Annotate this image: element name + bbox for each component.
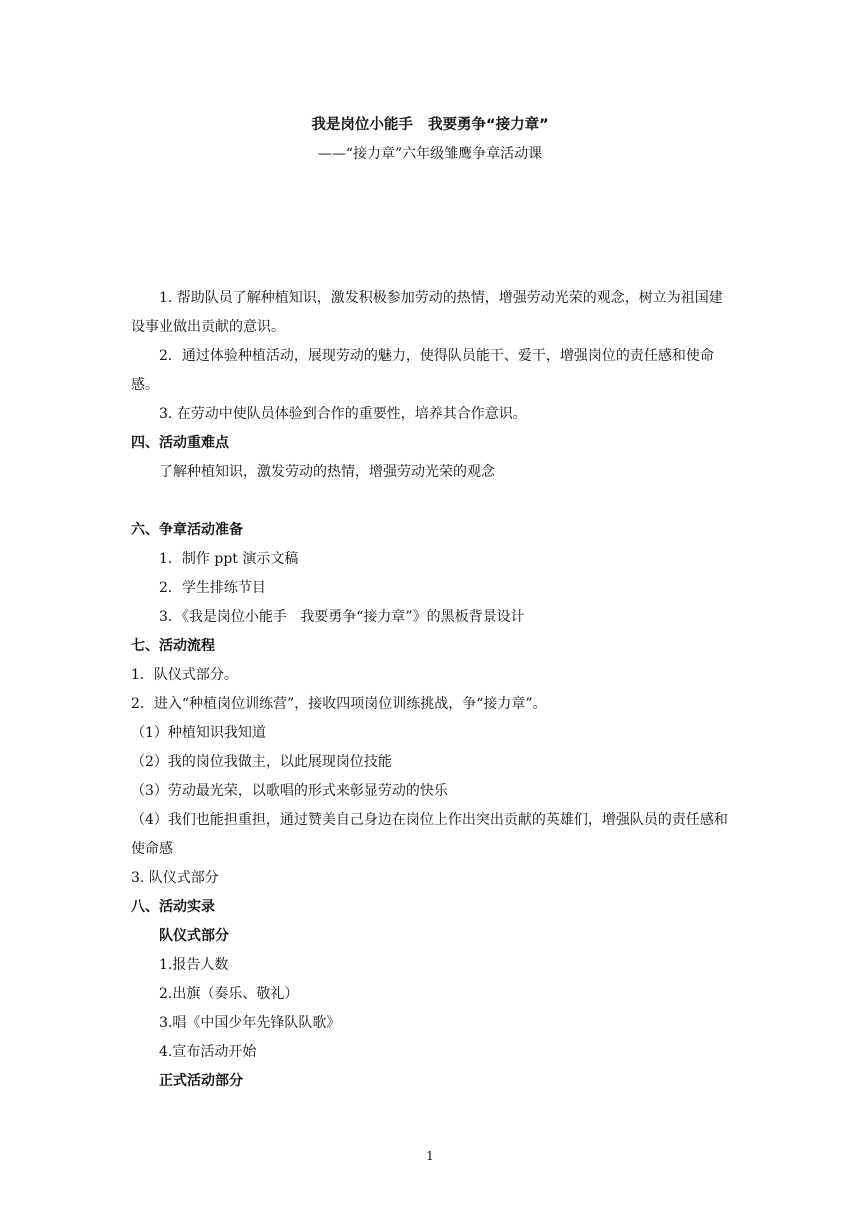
- prep-item: 2．学生排练节目: [159, 580, 266, 596]
- document-body: [131, 197, 731, 1096]
- section-4-heading: 四、活动重难点: [131, 435, 229, 451]
- section-3-heading: [131, 255, 731, 284]
- record-item: 1.报告人数: [159, 957, 229, 973]
- flow-step-3: 3. 队仪式部分: [131, 870, 219, 886]
- record-item: 2.出旗（奏乐、敬礼）: [159, 986, 299, 1002]
- flow-substep: （2）我的岗位我做主，以此展现岗位技能: [131, 754, 392, 770]
- document-title: 我是岗位小能手 我要勇争“接力章”: [311, 117, 549, 133]
- objective-1: 1. 帮助队员了解种植知识，激发积极参加劳动的热情，增强劳动光荣的观念，树立为祖国建设事业做出贡献的意识。: [131, 290, 723, 335]
- section-5-location: [131, 487, 731, 516]
- section-6-heading: 六、争章活动准备: [131, 522, 243, 538]
- document-subtitle: ——“接力章”六年级雏鹰争章活动课: [317, 146, 543, 162]
- record-item: 4.宣布活动开始: [159, 1044, 257, 1060]
- flow-substep: （1）种植知识我知道: [131, 725, 266, 741]
- section-8-heading: 八、活动实录: [131, 899, 215, 915]
- flow-step-1: 1．队仪式部分。: [131, 667, 238, 683]
- flow-substep: （4）我们也能担重担，通过赞美自己身边在岗位上作出突出贡献的英雄们，增强队员的责任感和使命感: [131, 812, 728, 857]
- section-1-heading: [131, 197, 731, 226]
- record-part-ceremony: 队仪式部分: [159, 928, 229, 944]
- objective-2: 2．通过体验种植活动，展现劳动的魅力，使得队员能干、爱干，增强岗位的责任感和使命感。: [131, 348, 714, 393]
- record-part-main: 正式活动部分: [159, 1073, 243, 1089]
- page-number: 1: [426, 1149, 434, 1163]
- objective-3: 3. 在劳动中使队员体验到合作的重要性，培养其合作意识。: [159, 406, 527, 422]
- section-7-heading: 七、活动流程: [131, 638, 215, 654]
- flow-step-2: 2．进入“种植岗位训练营”，接收四项岗位训练挑战，争“接力章”。: [131, 696, 547, 712]
- section-2-heading: [131, 226, 731, 255]
- section-4-text: 了解种植知识，激发劳动的热情，增强劳动光荣的观念: [159, 464, 495, 480]
- flow-substep: （3）劳动最光荣，以歌唱的形式来彰显劳动的快乐: [131, 783, 448, 799]
- record-item: 3.唱《中国少年先锋队队歌》: [159, 1015, 341, 1031]
- prep-item: 3．《我是岗位小能手 我要勇争“接力章”》的黑板背景设计: [159, 609, 525, 625]
- prep-item: 1．制作 ppt 演示文稿: [159, 551, 299, 567]
